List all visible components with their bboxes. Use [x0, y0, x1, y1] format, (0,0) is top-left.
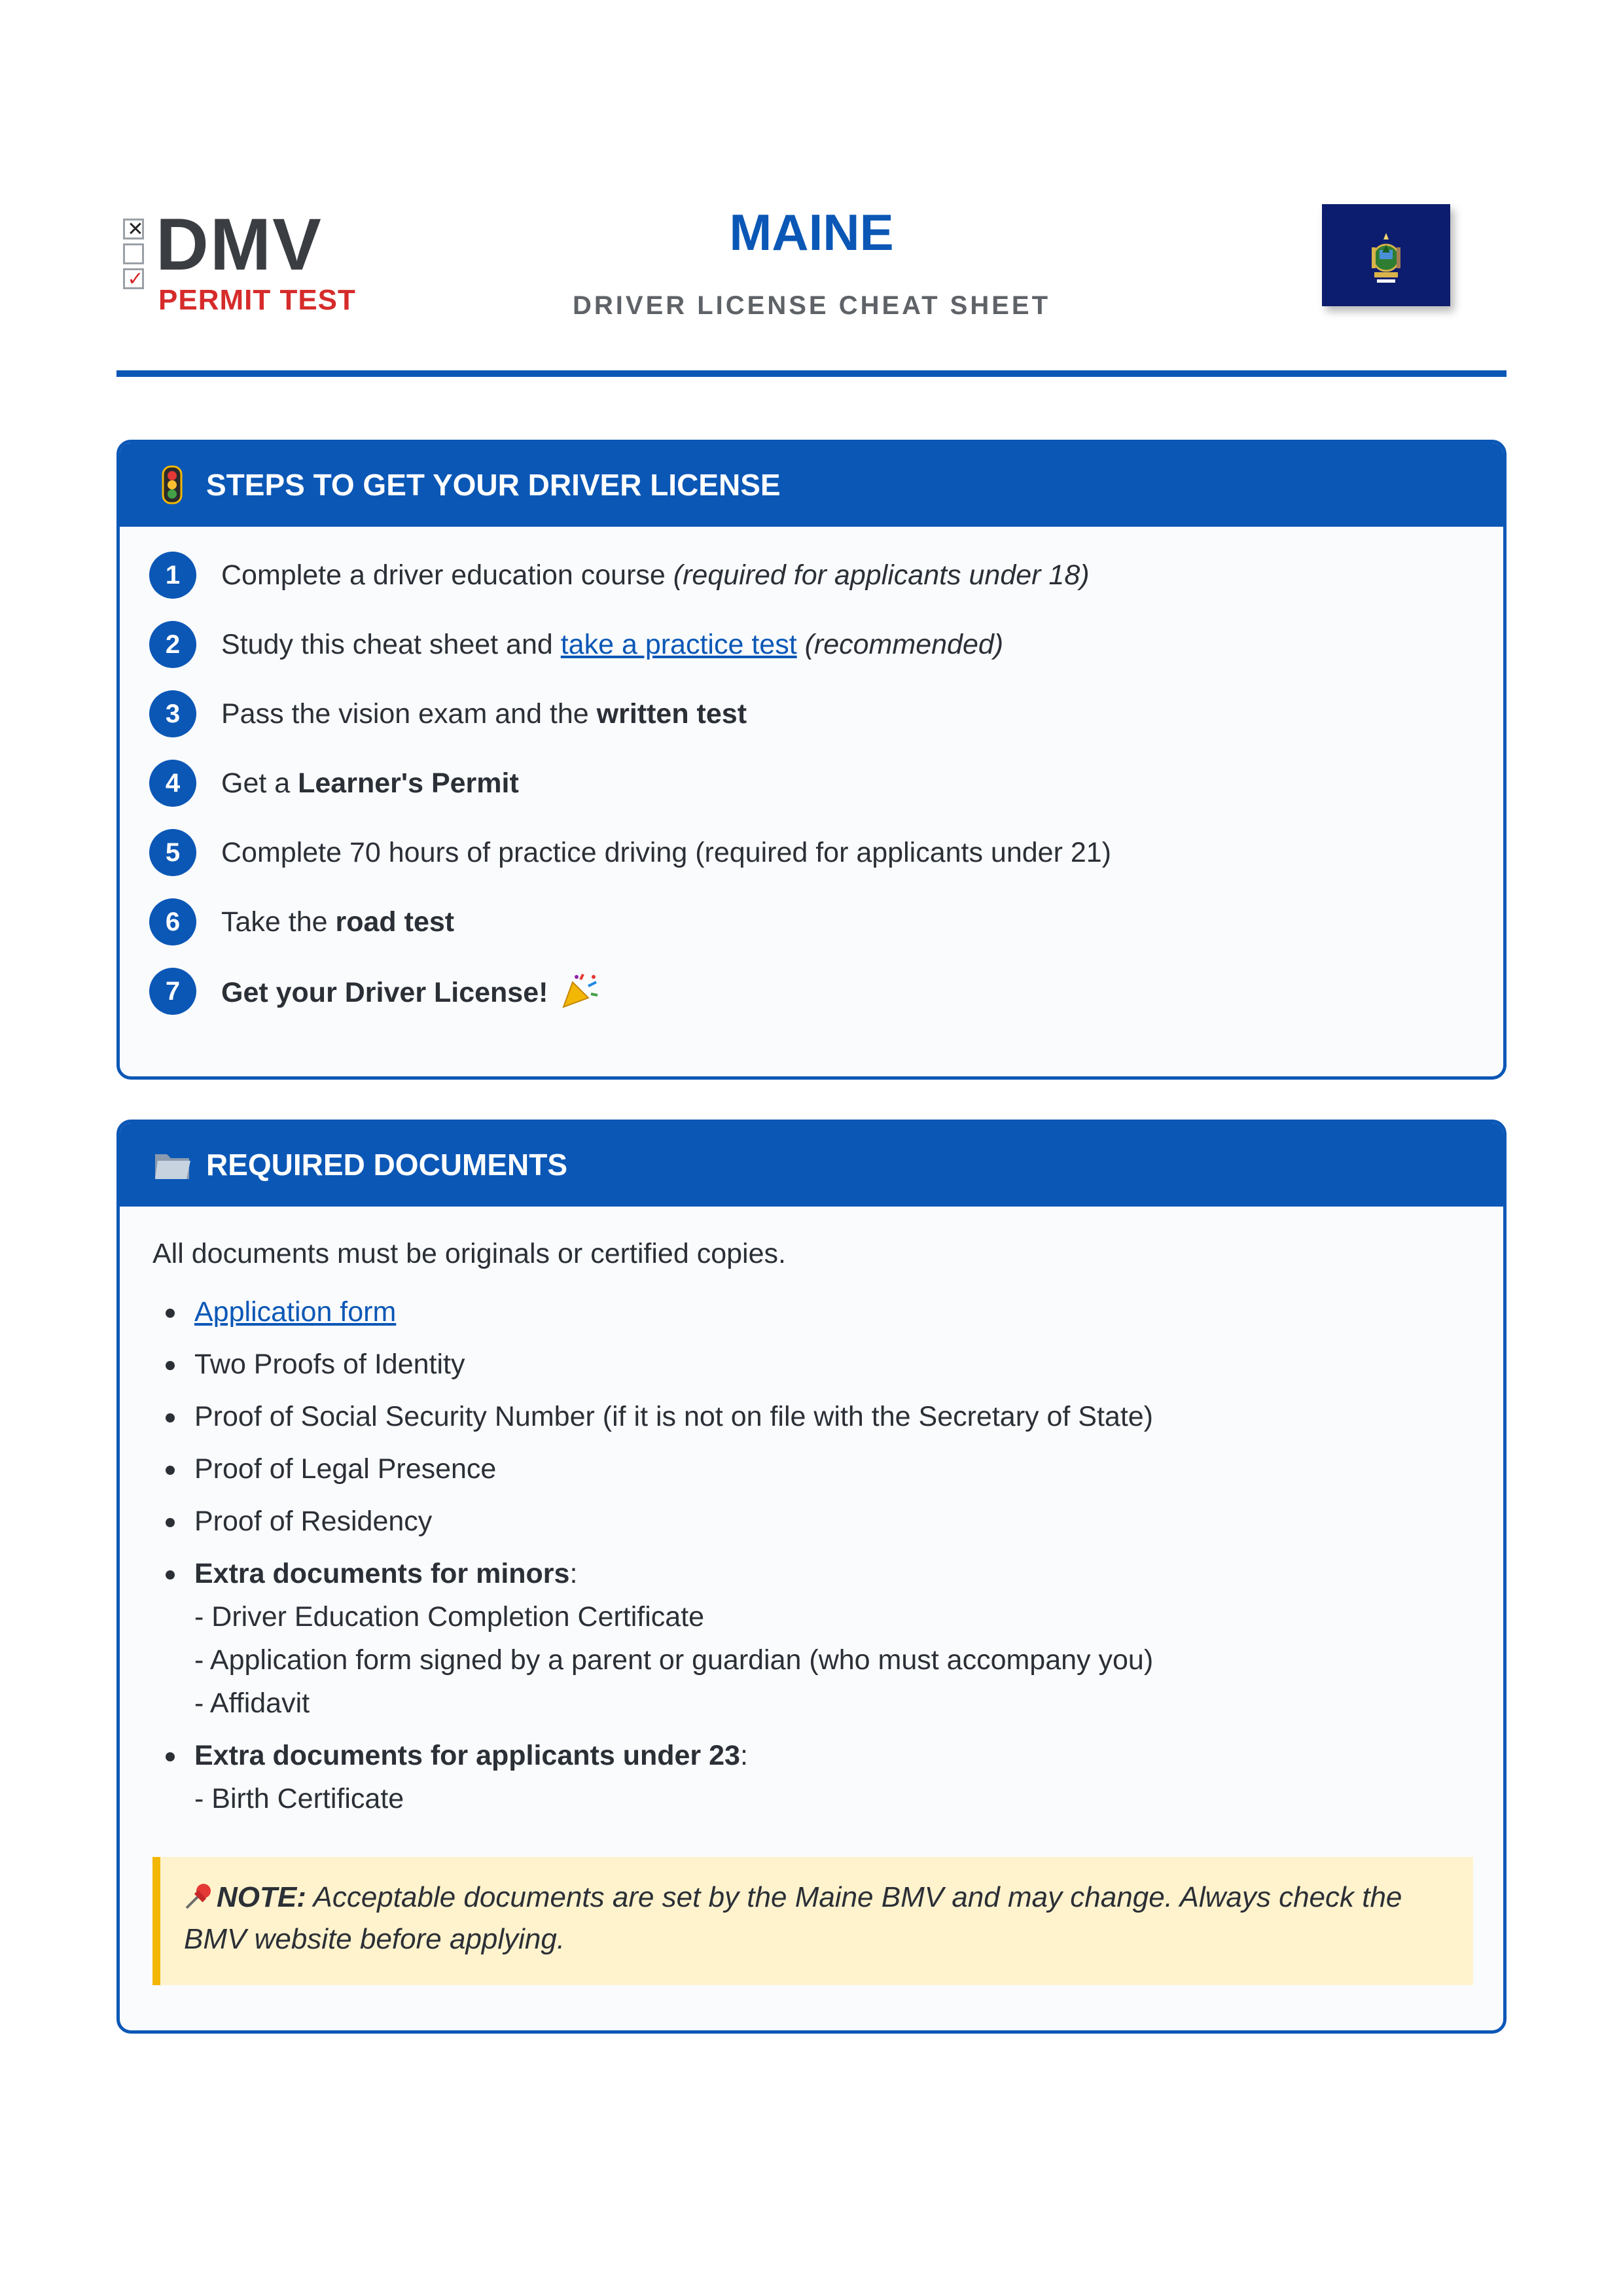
step-item [149, 621, 1393, 690]
practice-test-link[interactable]: take a practice test [560, 629, 797, 660]
sub-item: - Affidavit [194, 1687, 310, 1719]
sub-item: - Birth Certificate [194, 1783, 404, 1814]
step-label: Study this cheat sheet and [221, 629, 561, 660]
step-text [221, 557, 1090, 593]
under23-label: Extra documents for applicants under 23 [194, 1740, 740, 1771]
folder-icon [152, 1145, 192, 1184]
documents-card-header [120, 1123, 1503, 1207]
steps-card [116, 440, 1507, 1080]
step-bold: written test [596, 698, 747, 730]
logo-dmv-text: DMV [156, 203, 323, 285]
note-label: NOTE: [217, 1881, 306, 1913]
documents-card [116, 1120, 1507, 2034]
step-number: 3 [149, 690, 196, 737]
sub-item: - Application form signed by a parent or guardian (who must accompany you) [194, 1644, 1154, 1676]
maine-seal-icon [1322, 204, 1450, 306]
documents-intro: All documents must be originals or certified copies. [152, 1238, 786, 1269]
step-label: Pass the vision exam and the [221, 698, 597, 730]
step-item [149, 760, 1393, 829]
logo-check-box-icon: ✓ [123, 268, 144, 289]
list-item-minors: Extra documents for minors: [166, 1552, 1409, 1595]
steps-list [149, 552, 1393, 1037]
step-number: 2 [149, 621, 196, 668]
step-text: Complete 70 hours of practice driving (required for applicants under 21) [221, 837, 1112, 868]
step-number: 5 [149, 829, 196, 876]
maine-flag [1322, 204, 1450, 306]
list-item: Proof of Social Security Number (if it is not on file with the Secretary of State) [166, 1395, 1409, 1438]
note-box [152, 1857, 1473, 1985]
list-item: Proof of Residency [166, 1500, 1409, 1543]
step-item [149, 898, 1393, 968]
step-item [149, 968, 1393, 1037]
header [116, 196, 1507, 380]
documents-list [166, 1290, 1409, 1820]
step-number: 6 [149, 898, 196, 945]
steps-card-header [120, 443, 1503, 527]
step-bold: road test [335, 906, 455, 938]
list-item: Proof of Legal Presence [166, 1447, 1409, 1491]
documents-card-title: REQUIRED DOCUMENTS [206, 1148, 568, 1182]
step-label: Complete a driver education course [221, 559, 673, 591]
step-note: (recommended) [804, 629, 1004, 660]
step-number: 1 [149, 552, 196, 599]
list-item [166, 1290, 1409, 1333]
logo-permit-test-text: PERMIT TEST [158, 284, 356, 316]
step-text [221, 765, 519, 802]
step-note: (required for applicants under 18) [673, 559, 1090, 591]
note-text: Acceptable documents are set by the Maine BMV and may change. Always check the BMV website before applying. [184, 1881, 1402, 1955]
step-text [221, 904, 454, 940]
step-number: 4 [149, 760, 196, 807]
page-title: MAINE [729, 203, 894, 261]
traffic-light-icon [152, 465, 192, 504]
step-label: Take the [221, 906, 336, 938]
application-form-link[interactable]: Application form [194, 1296, 397, 1328]
list-item: Two Proofs of Identity [166, 1343, 1409, 1386]
step-item [149, 690, 1393, 760]
step-text [221, 626, 1003, 663]
step-bold: Learner's Permit [298, 768, 519, 799]
steps-card-title: STEPS TO GET YOUR DRIVER LICENSE [206, 468, 781, 502]
pushpin-icon [184, 1882, 217, 1911]
list-item-under23: Extra documents for applicants under 23: [166, 1734, 1409, 1777]
step-text [221, 973, 599, 1011]
step-number: 7 [149, 968, 196, 1015]
step-bold: Get your Driver License! [221, 977, 548, 1008]
party-popper-icon [561, 973, 599, 1008]
step-text [221, 696, 747, 732]
step-item [149, 829, 1393, 898]
step-item [149, 552, 1393, 621]
minors-label: Extra documents for minors [194, 1558, 570, 1589]
step-label: Get a [221, 768, 298, 799]
logo-x-box-icon: ✕ [123, 219, 144, 239]
sub-item: - Driver Education Completion Certificate [194, 1601, 705, 1633]
header-divider [116, 370, 1507, 377]
page-subtitle: DRIVER LICENSE CHEAT SHEET [573, 291, 1050, 320]
